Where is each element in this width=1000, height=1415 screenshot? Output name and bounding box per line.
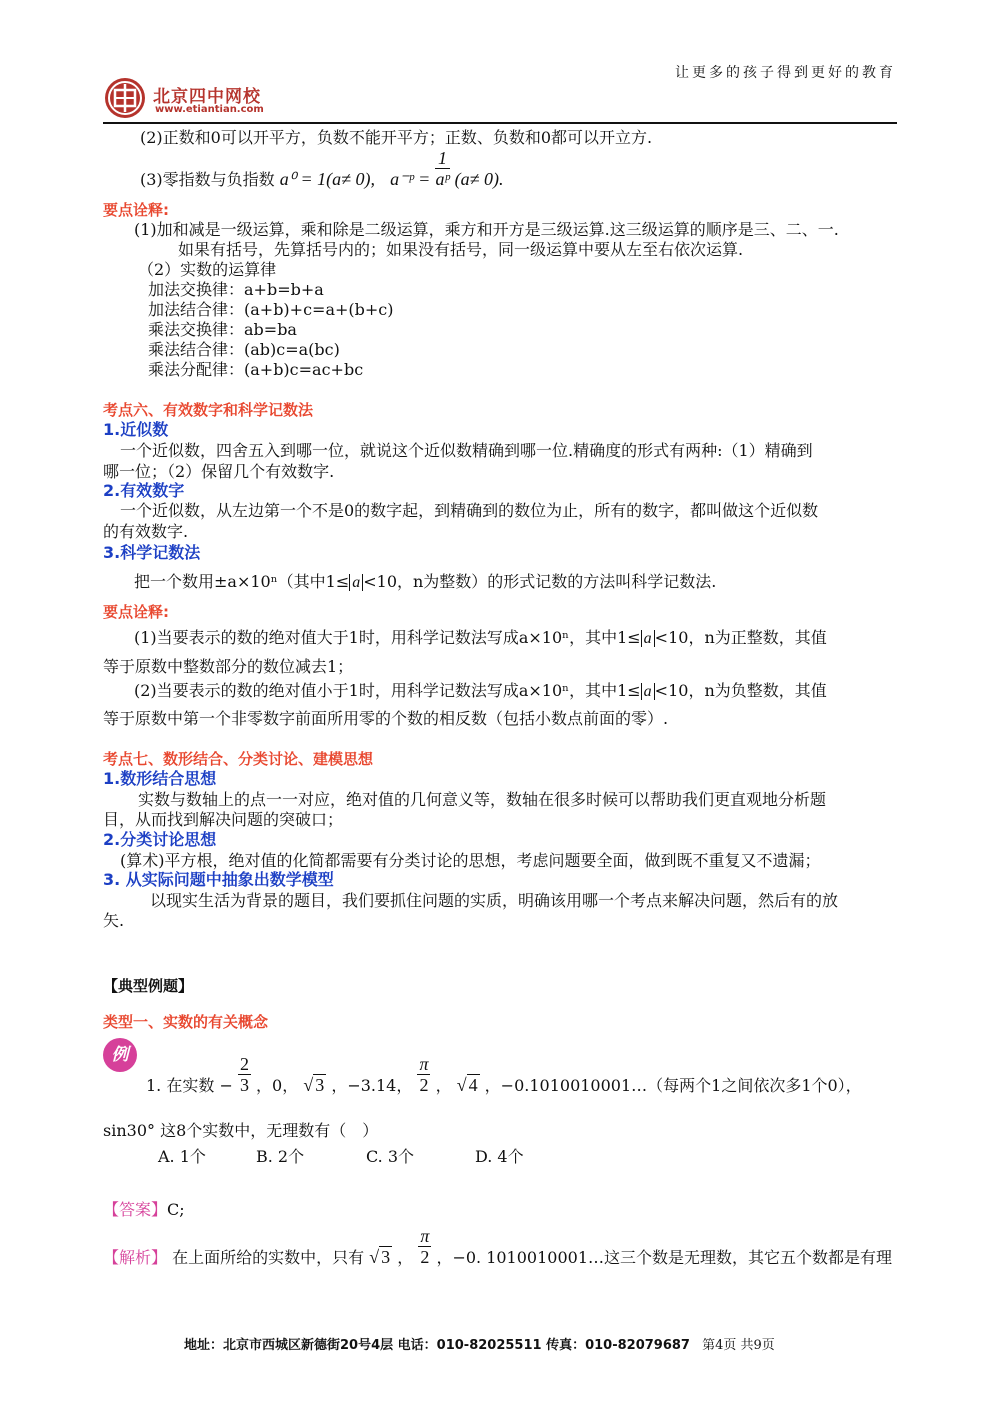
k6-s3-b: <10，n为整数）的形式记数的方法叫科学记数法. (363, 572, 717, 591)
analysis-comma: ， (397, 1248, 414, 1267)
fraction-numerator: 2 (239, 1054, 249, 1074)
answer-tag: 【答案】 (103, 1200, 168, 1219)
k6-s1-b: 哪一位；（2）保留几个有效数字. (103, 462, 335, 481)
k7-s3-title: 3. 从实际问题中抽象出数学模型 (103, 870, 334, 889)
q1-fraction-pi-over-2 (417, 1054, 430, 1095)
analysis-a: 在上面所给的实数中，只有 (172, 1248, 365, 1267)
note1-p1b: 如果有括号，先算括号内的；如果没有括号，同一级运算中要从左至右依次运算. (178, 240, 744, 259)
k6-s3-line (134, 572, 716, 593)
law-item: 加法交换律：a+b=b+a (148, 280, 324, 299)
analysis-tag: 【解析】 (103, 1248, 168, 1267)
k6-s3-a: 把一个数用±a×10ⁿ（其中1≤ (134, 572, 350, 591)
option-b: B. 2个 (256, 1147, 305, 1166)
fraction-denominator: 2 (420, 1247, 430, 1267)
k7-s2-title: 2.分类讨论思想 (103, 830, 217, 849)
intro-line-3 (140, 148, 504, 194)
q1-mid1: ，0， (256, 1076, 299, 1095)
example-badge (103, 1038, 137, 1072)
q1-sqrt-4: √ 4 (456, 1075, 478, 1095)
fraction-denominator: 3 (239, 1075, 249, 1095)
law-item: 乘法结合律：(ab)c=a(bc) (148, 340, 340, 359)
page-header (0, 0, 1000, 126)
k6-s2-a: 一个近似数，从左边第一个不是0的数字起，到精确到的数位为止，所有的数字，都叫做这个近似数 (120, 501, 819, 520)
fraction-denominator: aᵖ (435, 169, 450, 189)
intro-line-2: (2)正数和0可以开平方，负数不能开平方；正数、负数和0都可以开立方. (140, 128, 653, 147)
option-d: D. 4个 (475, 1147, 524, 1166)
k7-s3-b: 矢. (103, 911, 125, 930)
k6-n1-line (134, 628, 827, 649)
negative-exponent-lhs: a⁻ᵖ = (390, 169, 431, 189)
answer-line (103, 1200, 185, 1220)
negative-exponent-rhs: (a≠ 0). (454, 169, 504, 189)
fraction-numerator: π (420, 1226, 430, 1246)
negative-exponent-fraction (435, 148, 449, 189)
option-a: A. 1个 (158, 1147, 206, 1166)
school-emblem-icon (103, 76, 147, 120)
analysis-line (103, 1226, 892, 1272)
k7-s3-a: 以现实生活为背景的题目，我们要抓住问题的实质，明确该用哪一个考点来解决问题，然后有的放 (150, 891, 839, 910)
law-item: 乘法分配律：(a+b)c=ac+bc (148, 360, 364, 379)
k6-s2-b: 的有效数字. (103, 522, 189, 541)
q1-sqrt-3: √ 3 (303, 1075, 325, 1095)
k6-n2-a: (2)当要表示的数的绝对值小于1时，用科学记数法写成a×10ⁿ，其中1≤ (134, 681, 641, 700)
abs-value-a: a (349, 574, 363, 591)
law-item: 加法结合律：(a+b)+c=a+(b+c) (148, 300, 394, 319)
k7-s1-a: 实数与数轴上的点一一对应，绝对值的几何意义等，数轴在很多时候可以帮助我们更直观地分析题 (138, 790, 827, 809)
question-1-line-2: sin30° 这8个实数中，无理数有（ ） (103, 1121, 379, 1140)
note1-title: 要点诠释: (103, 201, 169, 219)
school-logo (103, 76, 323, 122)
footer-page: 第4页 共9页 (702, 1338, 775, 1353)
example-badge-label: 例 (111, 1045, 129, 1065)
k7-title: 考点七、数形结合、分类讨论、建模思想 (103, 750, 374, 768)
k6-s1-title: 1.近似数 (103, 420, 169, 439)
question-1-line-1 (146, 1054, 862, 1100)
k7-s1-title: 1.数形结合思想 (103, 769, 217, 788)
intro-line-3-prefix: (3)零指数与负指数 (140, 170, 275, 189)
k7-s1-b: 目，从而找到解决问题的突破口； (103, 810, 344, 829)
k6-title: 考点六、有效数字和科学记数法 (103, 401, 314, 419)
k6-n2-b: <10，n为负整数，其值 (654, 681, 827, 700)
option-c: C. 3个 (366, 1147, 415, 1166)
analysis-b: ，−0. 1010010001…这三个数是无理数，其它五个数都是有理 (436, 1248, 892, 1267)
header-rule (103, 122, 897, 124)
analysis-fraction-pi-over-2 (418, 1226, 431, 1267)
q1-prefix: 1. 在实数 − (146, 1076, 233, 1095)
abs-value-a: a (641, 630, 655, 647)
footer-address: 地址：北京市西城区新德街20号4层 电话：010-82025511 传真：010-82079687 (184, 1338, 690, 1353)
footer (184, 1336, 775, 1356)
fraction-denominator: 2 (419, 1075, 429, 1095)
k6-n1-a: (1)当要表示的数的绝对值大于1时，用科学记数法写成a×10ⁿ，其中1≤ (134, 628, 641, 647)
fraction-numerator: 1 (435, 148, 449, 169)
type1-title: 类型一、实数的有关概念 (103, 1013, 269, 1031)
k6-n1-c: 等于原数中整数部分的数位减去1； (103, 657, 354, 676)
radicand: 3 (381, 1247, 391, 1267)
answer-value: C; (167, 1200, 185, 1219)
law-item: 乘法交换律：ab=ba (148, 320, 297, 339)
analysis-sqrt-3: √ 3 (369, 1247, 391, 1267)
zero-exponent-formula: a⁰ = 1(a≠ 0), (279, 169, 375, 189)
k6-n2-line (134, 681, 827, 702)
logo-name: 北京四中网校 (153, 87, 261, 107)
radicand: 4 (468, 1075, 478, 1095)
abs-value-a: a (641, 683, 655, 700)
radicand: 3 (315, 1075, 325, 1095)
q1-mid3: ， (435, 1076, 452, 1095)
k6-s2-title: 2.有效数字 (103, 481, 185, 500)
k6-s1-a: 一个近似数，四舍五入到哪一位，就说这个近似数精确到哪一位.精确度的形式有两种:（1）精确到 (120, 441, 813, 460)
logo-url: www.etiantian.com (155, 104, 264, 115)
note1-p1a: (1)加和减是一级运算，乘和除是二级运算，乘方和开方是三级运算.这三级运算的顺序是三、二、一. (134, 220, 839, 239)
k6-s3-title: 3.科学记数法 (103, 543, 201, 562)
k7-s2-a: (算术)平方根，绝对值的化简都需要有分类讨论的思想，考虑问题要全面，做到既不重复又不遗漏； (120, 851, 821, 870)
q1-mid2: ，−3.14， (331, 1076, 413, 1095)
k6-n2-c: 等于原数中第一个非零数字前面所用零的个数的相反数（包括小数点前面的零）. (103, 709, 669, 728)
examples-title: 【典型例题】 (103, 977, 194, 995)
k6-note-title: 要点诠释: (103, 603, 169, 621)
k6-n1-b: <10，n为正整数，其值 (654, 628, 827, 647)
q1-fraction-two-thirds (238, 1054, 251, 1095)
note1-p2: （2）实数的运算律 (138, 260, 277, 279)
slogan: 让更多的孩子得到更好的教育 (675, 65, 896, 81)
q1-tail: ，−0.1010010001…（每两个1之间依次多1个0）， (484, 1076, 862, 1095)
fraction-numerator: π (419, 1054, 429, 1074)
